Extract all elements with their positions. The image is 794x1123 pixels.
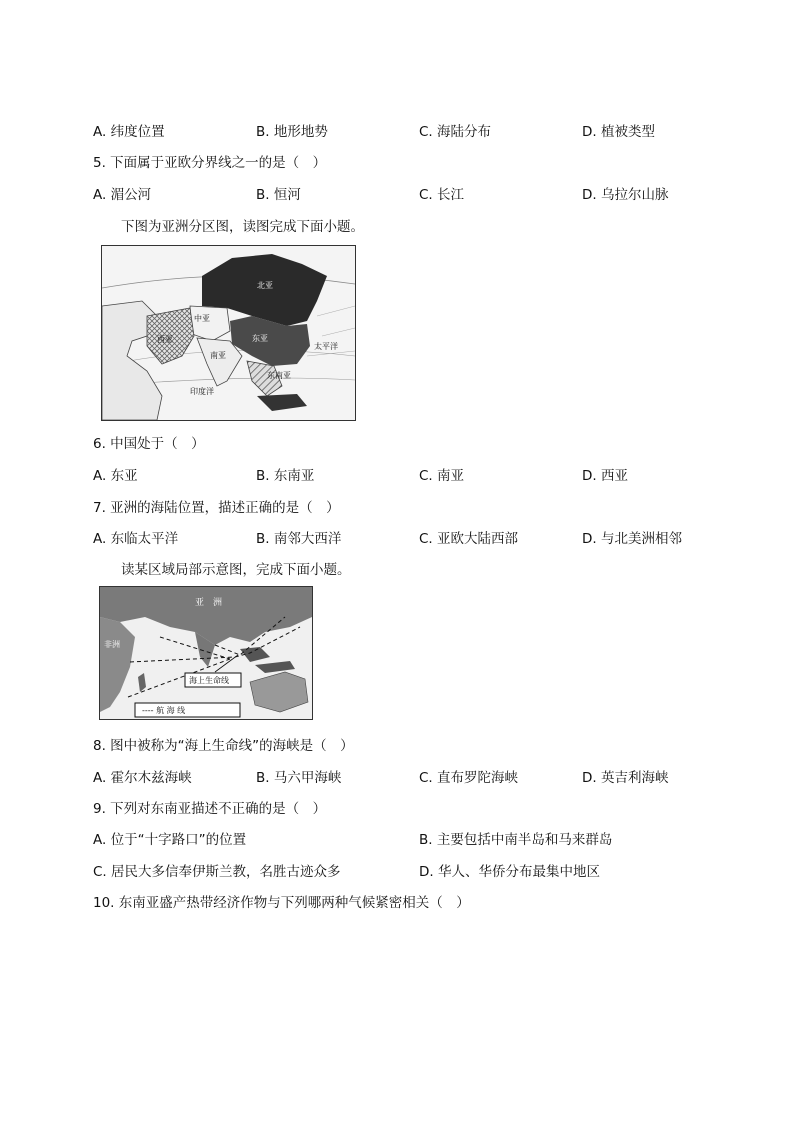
q8-option-b[interactable]: B. 马六甲海峡	[256, 770, 342, 786]
q4-option-d[interactable]: D. 植被类型	[582, 124, 655, 140]
map1-label-east: 东亚	[252, 334, 268, 343]
q9-option-a[interactable]: A. 位于“十字路口”的位置	[93, 832, 247, 848]
q8-option-d[interactable]: D. 英吉利海峡	[582, 770, 669, 786]
q6-option-c[interactable]: C. 南亚	[419, 468, 465, 484]
q5-option-a[interactable]: A. 湄公河	[93, 187, 152, 203]
q6-stem: 6. 中国处于（ ）	[93, 436, 205, 452]
q5-option-d[interactable]: D. 乌拉尔山脉	[582, 187, 669, 203]
q4-option-b[interactable]: B. 地形地势	[256, 124, 328, 140]
map1-label-southeast: 东南亚	[267, 371, 291, 380]
asia-regions-map	[101, 245, 356, 421]
q6-option-b[interactable]: B. 东南亚	[256, 468, 315, 484]
q7-option-c[interactable]: C. 亚欧大陆西部	[419, 531, 519, 547]
q10-stem: 10. 东南亚盛产热带经济作物与下列哪两种气候紧密相关（ ）	[93, 895, 470, 911]
q5-stem: 5. 下面属于亚欧分界线之一的是（ ）	[93, 155, 327, 171]
map1-label-west: 西亚	[157, 335, 173, 344]
q7-option-b[interactable]: B. 南邻大西洋	[256, 531, 342, 547]
q8-stem: 8. 图中被称为“海上生命线”的海峡是（ ）	[93, 738, 354, 754]
q8-option-a[interactable]: A. 霍尔木兹海峡	[93, 770, 192, 786]
shipping-route-map	[99, 586, 313, 720]
map2-intro: 读某区域局部示意图，完成下面小题。	[121, 562, 351, 578]
map2-label-lifeline: 海上生命线	[189, 676, 229, 685]
map1-intro: 下图为亚洲分区图，读图完成下面小题。	[121, 219, 364, 235]
q6-option-d[interactable]: D. 西亚	[582, 468, 628, 484]
q7-stem: 7. 亚洲的海陆位置，描述正确的是（ ）	[93, 500, 340, 516]
q4-option-c[interactable]: C. 海陆分布	[419, 124, 492, 140]
q9-option-c[interactable]: C. 居民大多信奉伊斯兰教，名胜古迹众多	[93, 864, 341, 880]
q9-option-d[interactable]: D. 华人、华侨分布最集中地区	[419, 864, 600, 880]
q7-option-d[interactable]: D. 与北美洲相邻	[582, 531, 682, 547]
map1-label-south: 南亚	[210, 351, 226, 360]
map1-label-indian: 印度洋	[190, 387, 214, 396]
q8-option-c[interactable]: C. 直布罗陀海峡	[419, 770, 519, 786]
q5-option-c[interactable]: C. 长江	[419, 187, 465, 203]
q5-option-b[interactable]: B. 恒河	[256, 187, 301, 203]
map1-label-north: 北亚	[257, 281, 273, 290]
q9-stem: 9. 下列对东南亚描述不正确的是（ ）	[93, 801, 327, 817]
map2-label-asia: 亚 洲	[195, 598, 223, 608]
q6-option-a[interactable]: A. 东亚	[93, 468, 138, 484]
map2-legend-route: ---- 航 海 线	[142, 706, 186, 715]
q7-option-a[interactable]: A. 东临太平洋	[93, 531, 179, 547]
map1-label-pacific: 太平洋	[314, 342, 338, 351]
q4-option-a[interactable]: A. 纬度位置	[93, 124, 165, 140]
map1-label-central: 中亚	[194, 314, 210, 323]
q9-option-b[interactable]: B. 主要包括中南半岛和马来群岛	[419, 832, 613, 848]
map2-label-africa: 非洲	[104, 640, 120, 649]
